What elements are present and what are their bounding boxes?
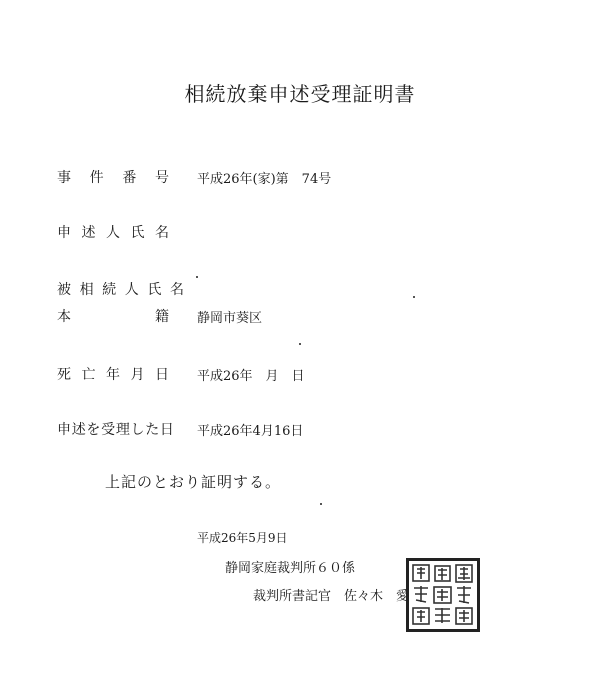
field-label-case-number: 事 件 番 号 — [57, 170, 169, 186]
court-clerk: 裁判所書記官 佐々木 愛 — [253, 589, 410, 604]
court-office: 静岡家庭裁判所６０係 — [225, 561, 356, 576]
seal-graphic — [409, 561, 477, 629]
field-value-date-of-death: 平成26年 月 日 — [197, 369, 305, 384]
field-value-registered-domicile: 静岡市葵区 — [197, 311, 263, 326]
field-label-date-of-death: 死 亡 年 月 日 — [57, 367, 169, 383]
certification-statement: 上記のとおり証明する。 — [105, 473, 282, 491]
scan-speck — [196, 276, 198, 278]
official-seal-stamp — [406, 558, 480, 632]
field-value-acceptance-date: 平成26年4月16日 — [197, 424, 304, 439]
field-value-case-number: 平成26年(家)第 74号 — [197, 172, 332, 187]
scan-speck — [320, 503, 322, 505]
field-label-acceptance-date: 申 述 を 受 理 し た 日 — [57, 422, 174, 438]
issue-date: 平成26年5月9日 — [197, 531, 288, 545]
scan-speck — [299, 343, 301, 345]
field-label-deceased-name: 被 相 続 人 氏 名 — [57, 282, 184, 298]
field-label-applicant-name: 申 述 人 氏 名 — [57, 225, 169, 241]
field-label-registered-domicile: 本 籍 — [57, 309, 169, 325]
scan-speck — [413, 296, 415, 298]
document-title: 相続放棄申述受理証明書 — [184, 82, 416, 106]
